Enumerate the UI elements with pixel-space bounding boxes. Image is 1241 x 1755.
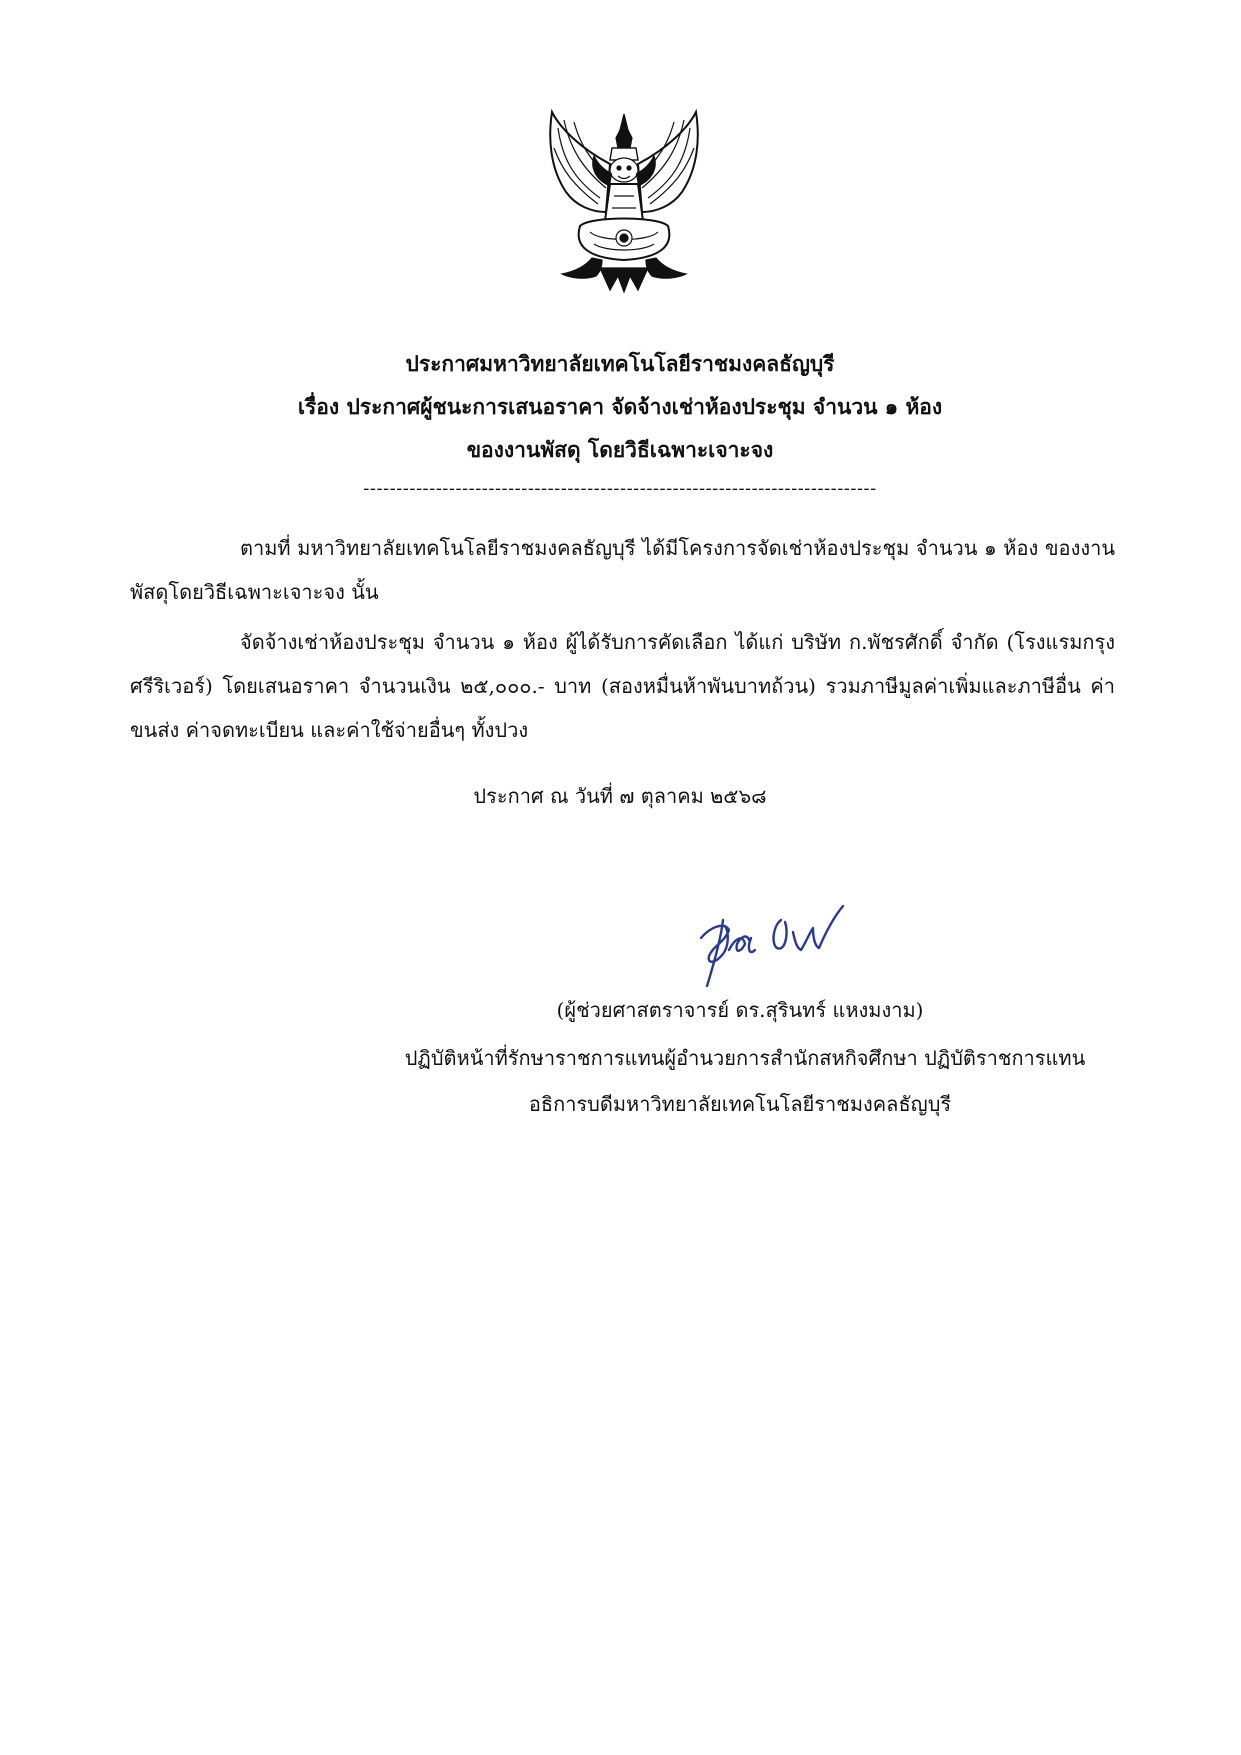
signatory-name: (ผู้ช่วยศาสตราจารย์ ดร.สุรินทร์ แหงมงาม) (556, 998, 924, 1022)
announcement-subject: เรื่อง ประกาศผู้ชนะการเสนอราคา จัดจ้างเช่าห้องประชุม จำนวน ๑ ห้อง (297, 394, 943, 419)
announcement-title: ประกาศมหาวิทยาลัยเทคโนโลยีราชมงคลธัญบุรี (405, 351, 835, 376)
announcement-subject-line2: ของงานพัสดุ โดยวิธีเฉพาะเจาะจง (466, 437, 774, 462)
body-paragraph-1: ตามที่ มหาวิทยาลัยเทคโนโลยีราชมงคลธัญบุรี ได้มีโครงการจัดเช่าห้องประชุม จำนวน ๑ ห้อง ของงานพัสดุโดยวิธีเฉพาะเจาะจง นั้น (130, 536, 1115, 604)
body-paragraph-2: จัดจ้างเช่าห้องประชุม จำนวน ๑ ห้อง ผู้ได้รับการคัดเลือก ได้แก่ บริษัท ก.พัชรศักดิ์ จำกัด (โรงแรมกรุงศรีริเวอร์) โดยเสนอราคา จำนวนเงิน ๒๕,๐๐๐.- บาท (สองหมื่นห้าพันบาทถ้วน) รวมภาษีมูลค่าเพิ่มและภาษีอื่น ค่าขนส่ง ค่าจดทะเบียน และค่าใช้จ่ายอื่นๆ ทั้งปวง (130, 630, 1115, 742)
signature-image (685, 890, 865, 990)
announcement-date: ประกาศ ณ วันที่ ๗ ตุลาคม ๒๕๖๘ (473, 784, 767, 808)
heading-divider: ------------------------------------------------------------------------------ (363, 478, 877, 499)
signatory-position-1: ปฏิบัติหน้าที่รักษาราชการแทนผู้อำนวยการสำนักสหกิจศึกษา ปฏิบัติราชการแทน (404, 1046, 1086, 1070)
signatory-position-2: อธิการบดีมหาวิทยาลัยเทคโนโลยีราชมงคลธัญบุรี (528, 1092, 952, 1116)
garuda-emblem-icon (540, 108, 708, 298)
